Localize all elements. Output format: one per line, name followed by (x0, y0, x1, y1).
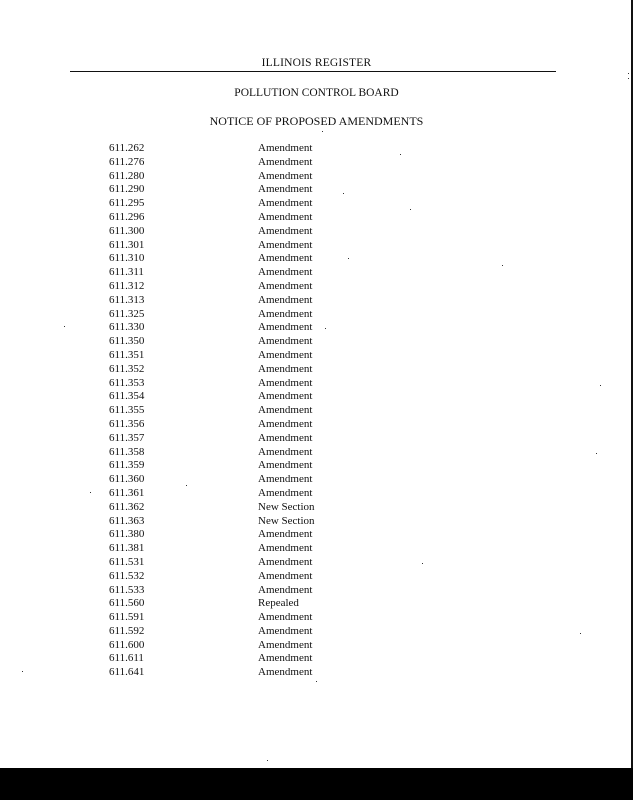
section-number: 611.352 (109, 362, 145, 375)
section-action: Amendment (258, 611, 313, 624)
section-number: 611.560 (109, 597, 145, 610)
section-number: 611.295 (109, 197, 145, 210)
section-action: Amendment (258, 210, 313, 223)
section-number: 611.354 (109, 390, 145, 403)
section-row (0, 446, 633, 460)
section-number: 611.359 (109, 459, 145, 472)
register-title: ILLINOIS REGISTER (261, 57, 372, 69)
section-number: 611.533 (109, 583, 145, 596)
section-number: 611.356 (109, 417, 145, 430)
section-action: Amendment (258, 390, 313, 403)
section-action: Amendment (258, 321, 313, 334)
section-action: Amendment (258, 417, 313, 430)
section-list (0, 142, 633, 680)
section-row (0, 501, 633, 515)
section-number: 611.641 (109, 666, 145, 679)
section-row (0, 266, 633, 280)
section-number: 611.353 (109, 376, 145, 389)
section-action: Amendment (258, 445, 313, 458)
section-row (0, 170, 633, 184)
section-action: Amendment (258, 266, 313, 279)
section-row (0, 542, 633, 556)
section-number: 611.362 (109, 500, 145, 513)
section-action: Amendment (258, 583, 313, 596)
section-row (0, 377, 633, 391)
section-row (0, 515, 633, 529)
section-action: Amendment (258, 431, 313, 444)
section-row (0, 473, 633, 487)
header-rule (70, 71, 556, 72)
section-action: Amendment (258, 459, 313, 472)
section-row (0, 597, 633, 611)
section-row (0, 570, 633, 584)
section-action: Amendment (258, 252, 313, 265)
section-row (0, 142, 633, 156)
section-action: Amendment (258, 486, 313, 499)
section-number: 611.312 (109, 279, 145, 292)
section-action: Amendment (258, 169, 313, 182)
section-number: 611.280 (109, 169, 145, 182)
section-number: 611.591 (109, 611, 145, 624)
section-row (0, 211, 633, 225)
section-action: Amendment (258, 528, 313, 541)
section-number: 611.310 (109, 252, 145, 265)
section-number: 611.357 (109, 431, 145, 444)
section-number: 611.380 (109, 528, 145, 541)
section-row (0, 225, 633, 239)
section-action: Amendment (258, 293, 313, 306)
section-row (0, 528, 633, 542)
section-action: Amendment (258, 279, 313, 292)
section-action: Amendment (258, 197, 313, 210)
section-action: Amendment (258, 376, 313, 389)
section-number: 611.532 (109, 569, 145, 582)
section-number: 611.296 (109, 210, 145, 223)
section-action: Amendment (258, 362, 313, 375)
section-row (0, 611, 633, 625)
section-row (0, 308, 633, 322)
section-row (0, 294, 633, 308)
section-action: Amendment (258, 183, 313, 196)
section-number: 611.363 (109, 514, 145, 527)
section-row (0, 404, 633, 418)
section-action: Amendment (258, 155, 313, 168)
section-row (0, 625, 633, 639)
section-action: Amendment (258, 666, 313, 679)
section-number: 611.592 (109, 624, 145, 637)
notice-title: NOTICE OF PROPOSED AMENDMENTS (209, 114, 424, 128)
section-action: Amendment (258, 555, 313, 568)
section-number: 611.325 (109, 307, 145, 320)
section-number: 611.361 (109, 486, 145, 499)
section-row (0, 487, 633, 501)
section-row (0, 432, 633, 446)
section-number: 611.290 (109, 183, 145, 196)
section-number: 611.351 (109, 348, 145, 361)
section-row (0, 156, 633, 170)
section-action: Amendment (258, 652, 313, 665)
section-number: 611.276 (109, 155, 145, 168)
section-number: 611.313 (109, 293, 145, 306)
section-number: 611.611 (109, 652, 144, 665)
section-row (0, 363, 633, 377)
section-row (0, 321, 633, 335)
section-number: 611.350 (109, 335, 145, 348)
section-number: 611.531 (109, 555, 145, 568)
section-number: 611.300 (109, 224, 145, 237)
section-row (0, 584, 633, 598)
section-row (0, 197, 633, 211)
section-action: Amendment (258, 542, 313, 555)
section-number: 611.301 (109, 238, 145, 251)
section-number: 611.360 (109, 473, 145, 486)
section-action: Amendment (258, 335, 313, 348)
section-row (0, 666, 633, 680)
section-action: Amendment (258, 224, 313, 237)
section-number: 611.600 (109, 638, 145, 651)
section-row (0, 183, 633, 197)
section-row (0, 652, 633, 666)
section-number: 611.381 (109, 542, 145, 555)
section-row (0, 280, 633, 294)
section-row (0, 349, 633, 363)
section-action: Amendment (258, 142, 313, 154)
section-row (0, 252, 633, 266)
section-row (0, 418, 633, 432)
section-action: Amendment (258, 473, 313, 486)
section-action: Amendment (258, 348, 313, 361)
section-action: New Section (258, 500, 315, 513)
section-row (0, 335, 633, 349)
section-number: 611.330 (109, 321, 145, 334)
section-row (0, 239, 633, 253)
scan-bottom-border (0, 768, 633, 800)
section-action: Amendment (258, 569, 313, 582)
section-action: Amendment (258, 624, 313, 637)
section-row (0, 556, 633, 570)
section-number: 611.355 (109, 404, 145, 417)
section-action: Amendment (258, 238, 313, 251)
section-action: Repealed (258, 597, 299, 610)
section-action: New Section (258, 514, 315, 527)
section-number: 611.358 (109, 445, 145, 458)
agency-name: POLLUTION CONTROL BOARD (234, 87, 399, 99)
section-action: Amendment (258, 307, 313, 320)
section-row (0, 459, 633, 473)
section-number: 611.311 (109, 266, 144, 279)
section-number: 611.262 (109, 142, 145, 154)
section-row (0, 639, 633, 653)
section-action: Amendment (258, 638, 313, 651)
section-row (0, 390, 633, 404)
section-action: Amendment (258, 404, 313, 417)
